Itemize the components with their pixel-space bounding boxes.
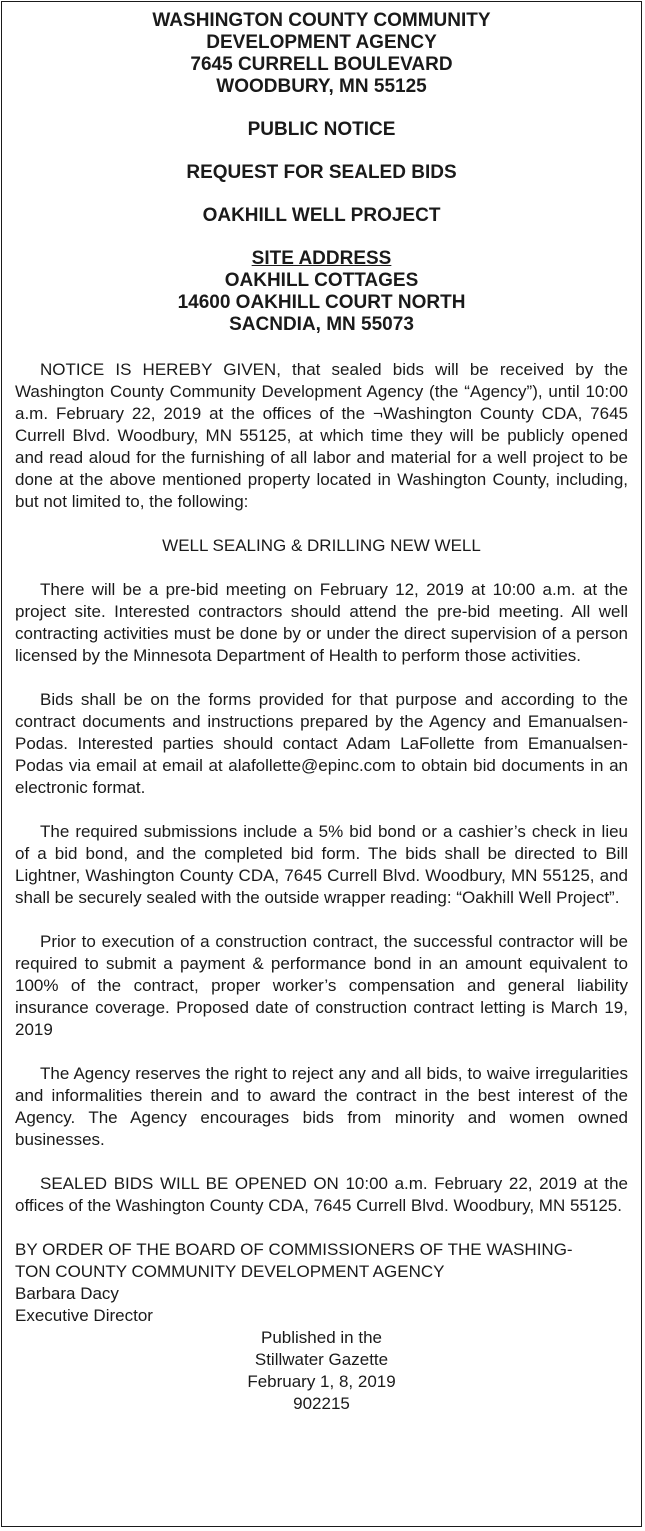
project-title: OAKHILL WELL PROJECT: [202, 205, 441, 226]
signature-block: [15, 1239, 628, 1327]
agency-city: WOODBURY, MN 55125: [216, 76, 427, 97]
notice-type: PUBLIC NOTICE: [247, 119, 396, 140]
publication-block: [15, 1327, 628, 1415]
published-in-line: Published in the: [261, 1328, 382, 1347]
agency-name-line-1: WASHINGTON COUNTY COMMUNITY: [152, 10, 491, 31]
publication-number: 902215: [293, 1394, 350, 1413]
notice-paragraph: NOTICE IS HEREBY GIVEN, that sealed bids will be received by the Washington County Community Development Agency (the “Agency”), until 10:00 a.m. February 22, 2019 at the offices of the ¬Washington County CDA, 7645 Currell Blvd. Woodbury, MN 55125, at which time they will be publicly opened and read aloud for the furnishing of all labor and material for a well project to be done at the above mentioned property located in Washington County, including, but not limited to, the following:: [15, 360, 628, 511]
site-street: 14600 OAKHILL COURT NORTH: [177, 292, 466, 313]
opening-paragraph: SEALED BIDS WILL BE OPENED ON 10:00 a.m. February 22, 2019 at the offices of the Washington County CDA, 7645 Currell Blvd. Woodbury, MN 55125.: [15, 1174, 628, 1215]
request-title: REQUEST FOR SEALED BIDS: [186, 162, 457, 183]
publication-dates: February 1, 8, 2019: [247, 1372, 396, 1391]
agency-header: [15, 10, 628, 98]
prebid-paragraph: There will be a pre-bid meeting on February 12, 2019 at 10:00 a.m. at the project site. Interested contractors should attend the pre-bid meeting. All well contracting activities must be done by or under the direct supervision of a person licensed by the Minnesota Department of Health to perform those activities.: [15, 580, 628, 665]
agency-street: 7645 CURRELL BOULEVARD: [190, 54, 453, 75]
newspaper-name: Stillwater Gazette: [254, 1350, 389, 1369]
public-notice-document: [1, 1, 642, 1527]
agency-name-line-2: DEVELOPMENT AGENCY: [206, 32, 437, 53]
bond-paragraph: Prior to execution of a construction contract, the successful contractor will be required to submit a payment & performance bond in an amount equivalent to 100% of the contract, proper worker’s compensation and general liability insurance coverage. Proposed date of construction contract letting is March 19, 2019: [15, 932, 628, 1039]
rights-paragraph: The Agency reserves the right to reject any and all bids, to waive irregularities and informalities therein and to award the contract in the best interest of the Agency. The Agency encourages bids from minority and women owned businesses.: [15, 1064, 628, 1149]
site-name: OAKHILL COTTAGES: [224, 270, 419, 291]
signer-name: Barbara Dacy: [15, 1284, 119, 1303]
submissions-paragraph: The required submissions include a 5% bid bond or a cashier’s check in lieu of a bid bond, and the completed bid form. The bids shall be directed to Bill Lightner, Washington County CDA, 7645 Currell Blvd. Woodbury, MN 55125, and shall be securely sealed with the outside wrapper reading: “Oakhill Well Project”.: [15, 822, 628, 907]
site-address-block: [15, 248, 628, 336]
site-city: SACNDIA, MN 55073: [229, 314, 414, 335]
scope-line: WELL SEALING & DRILLING NEW WELL: [162, 536, 481, 555]
board-order-line-1: BY ORDER OF THE BOARD OF COMMISSIONERS OF THE WASHING-: [15, 1240, 573, 1259]
signer-title: Executive Director: [15, 1306, 153, 1325]
forms-paragraph: Bids shall be on the forms provided for that purpose and according to the contract documents and instructions prepared by the Agency and Emanualsen-Podas. Interested parties should contact Adam LaFollette from Emanualsen-Podas via email at email at alafollette@epinc.com to obtain bid documents in an electronic format.: [15, 690, 628, 797]
site-address-label: SITE ADDRESS: [251, 248, 392, 269]
board-order-line-2: TON COUNTY COMMUNITY DEVELOPMENT AGENCY: [15, 1262, 445, 1281]
